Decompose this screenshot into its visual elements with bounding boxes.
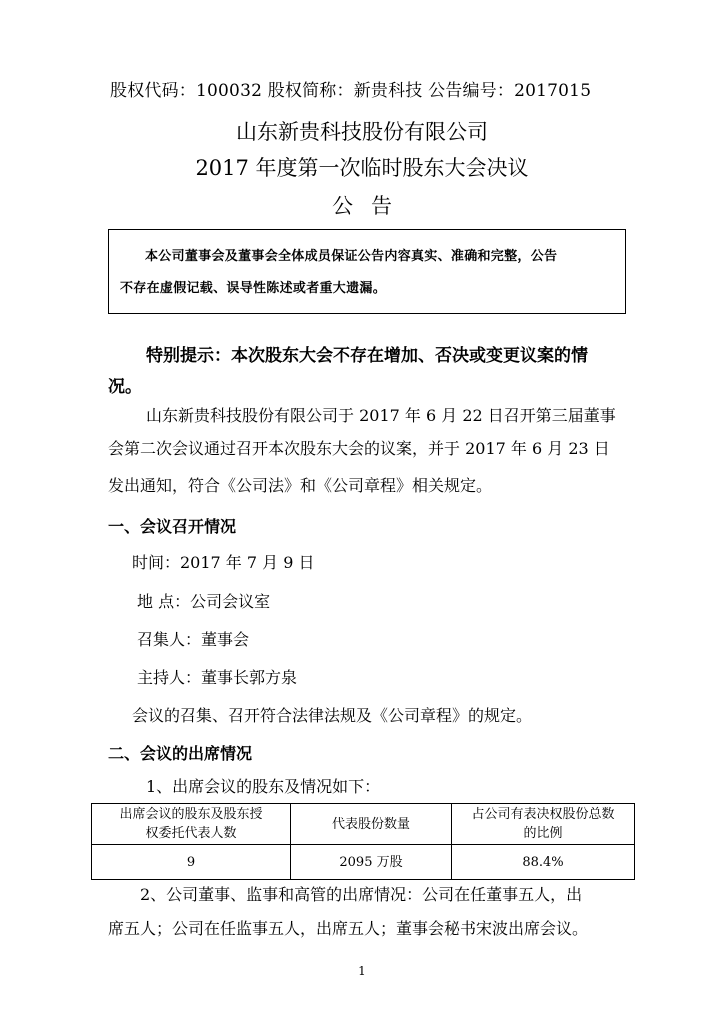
meeting-time: 时间：2017 年 7 月 9 日 xyxy=(132,553,315,572)
meeting-host: 主持人：董事长郭方泉 xyxy=(137,668,298,687)
table-row xyxy=(92,845,635,880)
meeting-title: 2017 年度第一次临时股东大会决议 xyxy=(195,156,529,180)
intro-line-1: 山东新贵科技股份有限公司于 2017 年 6 月 22 日召开第三届董事 xyxy=(146,406,616,425)
notice-title: 公告 xyxy=(332,194,410,218)
special-note-line-1: 特别提示：本次股东大会不存在增加、否决或变更议案的情 xyxy=(146,346,588,366)
intro-line-3: 发出通知，符合《公司法》和《公司章程》相关规定。 xyxy=(108,476,493,495)
table-header-row xyxy=(92,804,635,845)
document-header-codes: 股权代码：100032 股权简称：新贵科技 公告编号：2017015 xyxy=(110,81,592,101)
disclaimer-line-2: 不存在虚假记载、误导性陈述或者重大遗漏。 xyxy=(120,281,387,296)
shares-cell: 2095 万股 xyxy=(291,845,452,880)
page-number: 1 xyxy=(358,964,366,978)
disclaimer-box xyxy=(108,229,626,314)
section-1-heading: 一、会议召开情况 xyxy=(108,517,237,536)
company-title: 山东新贵科技股份有限公司 xyxy=(236,120,488,144)
table-header-cell: 占公司有表决权股份总数 的比例 xyxy=(452,804,635,845)
attendee-count-cell: 9 xyxy=(92,845,291,880)
attendance-item-1: 1、出席会议的股东及情况如下： xyxy=(146,777,381,796)
ratio-cell: 88.4% xyxy=(452,845,635,880)
special-note-line-2: 况。 xyxy=(108,377,142,397)
attendance-item-2-line-2: 席五人；公司在任监事五人，出席五人；董事会秘书宋波出席会议。 xyxy=(108,919,589,938)
section-2-heading: 二、会议的出席情况 xyxy=(108,744,253,763)
meeting-place: 地 点：公司会议室 xyxy=(137,592,271,611)
attendance-table xyxy=(91,803,635,880)
table-header-cell: 出席会议的股东及股东授 权委托代表人数 xyxy=(92,804,291,845)
compliance-statement: 会议的召集、召开符合法律法规及《公司章程》的规定。 xyxy=(132,706,533,725)
table-header-cell: 代表股份数量 xyxy=(291,804,452,845)
intro-line-2: 会第二次会议通过召开本次股东大会的议案，并于 2017 年 6 月 23 日 xyxy=(108,439,610,458)
meeting-convener: 召集人：董事会 xyxy=(137,630,250,649)
disclaimer-line-1: 本公司董事会及董事会全体成员保证公告内容真实、准确和完整，公告 xyxy=(145,249,558,264)
attendance-item-2-line-1: 2、公司董事、监事和高管的出席情况：公司在任董事五人，出 xyxy=(140,885,583,904)
